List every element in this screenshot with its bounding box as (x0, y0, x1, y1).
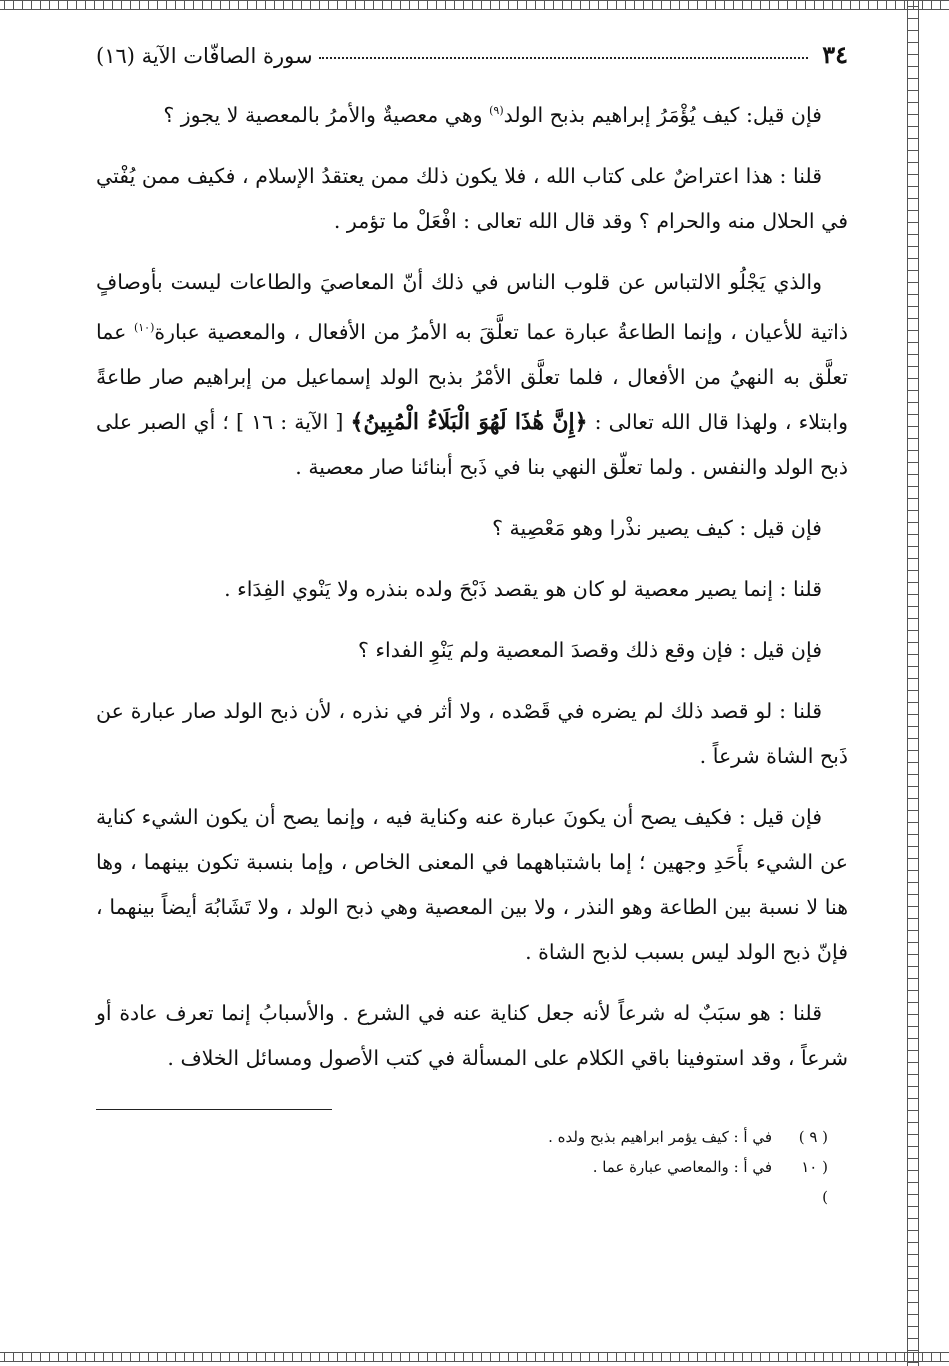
footnote-ref: (٩) (489, 104, 504, 117)
header-leader-dots (319, 57, 809, 59)
paragraph: قلنا : إنما يصير معصية لو كان هو يقصد ذَبْحَ ولده بنذره ولا يَنْوي الفِدَاء . (224, 576, 822, 601)
paragraph: فإن قيل : فإن وقع ذلك وقصدَ المعصية ولم يَنْوِ الفداء ؟ (358, 637, 822, 662)
paragraph: والذي يَجْلُو الالتباس عن قلوب الناس في ذلك أنّ المعاصيَ والطاعات ليست بأوصافٍ ذاتية للأعيان ، وإنما الطاعةُ عبارة عما تعلَّقَ به الأمرُ من الأفعال ، والمعصية عبارة$^{(١٠)}$ عما تعلَّق به النهيُ من الأفعال ، فلما تعلَّق الأمْرُ بذبح الولد إسماعيل من إبراهيم صار طاعةً وابتلاء ، ولهذا قال الله تعالى : ﴿إِنَّ هَٰذَا لَهُوَ الْبَلَاءُ الْمُبِينُ﴾ [ الآية : ١٦ ] ؛ أي الصبر على ذبح الولد والنفس . ولما تعلّق النهي بنا في ذَبح أبنائنا صار معصية . (96, 269, 848, 479)
running-title: سورة الصافّات الآية (١٦) (96, 44, 313, 68)
paragraph: قلنا : هذا اعتراضٌ على كتاب الله ، فلا يكون ذلك ممن يعتقدُ الإسلام ، فكيف ممن يُفْتي في الحلال منه والحرام ؟ وقد قال الله تعالى : افْعَلْ ما تؤمر . (96, 163, 848, 233)
footnote-number: ( ٩ ) (798, 1127, 828, 1146)
body-text (96, 88, 848, 1081)
paragraph: فإن قيل : كيف يصير نذْرا وهو مَعْصِية ؟ (492, 515, 822, 540)
page-content (96, 40, 848, 1212)
side-border-ornament (907, 0, 919, 1366)
paragraph: قلنا : لو قصد ذلك لم يضره في قَصْده ، ولا أثر في نذره ، لأن ذبح الولد صار عبارة عن ذَبح الشاة شرعاً . (96, 698, 848, 768)
footnote-separator (96, 1109, 848, 1110)
page-number: ٣٤ (822, 40, 848, 69)
bottom-border-ornament (0, 1352, 949, 1362)
quran-verse: ﴿إِنَّ هَٰذَا لَهُوَ الْبَلَاءُ الْمُبِينُ﴾ (350, 408, 588, 435)
paragraph: فإن قيل : فكيف يصح أن يكونَ عبارة عنه وكناية فيه ، وإنما يصح أن يكون الشيء كناية عن الشيء بأَحَدِ وجهين ؛ إما باشتباههما في المعنى الخاص ، وإما بنسبة تكون بينهما ، وها هنا لا نسبة بين الطاعة وهو النذر ، ولا بين المعصية وهي ذبح الولد ، ولا تَشَابُهَ أيضاً بينهما ، فإنّ ذبح الولد ليس بسبب لذبح الشاة . (96, 804, 848, 964)
paragraph: فإن قيل: كيف يُؤْمَرُ إبراهيم بذبح الولد$^{(٩)}$ وهي معصيةٌ والأمرُ بالمعصية لا يجوز ؟ (163, 102, 822, 127)
top-border-ornament (0, 0, 949, 10)
footnote (96, 1152, 848, 1212)
footnote-text: في أ : كيف يؤمر ابراهيم بذبح ولده . (548, 1127, 772, 1146)
paragraph: قلنا : هو سبَبٌ له شرعاً لأنه جعل كناية عنه في الشرع . والأسبابُ إنما تعرف عادة أو شرعاً ، وقد استوفينا باقي الكلام على المسألة في كتب الأصول ومسائل الخلاف . (96, 1000, 848, 1070)
footnote-text: في أ : والمعاصي عبارة عما . (592, 1157, 772, 1176)
footnotes (96, 1122, 848, 1212)
page-header (96, 40, 848, 76)
footnote (96, 1122, 848, 1152)
footnote-ref: (١٠) (133, 320, 155, 334)
footnote-number: ( ١٠ ) (801, 1157, 828, 1206)
